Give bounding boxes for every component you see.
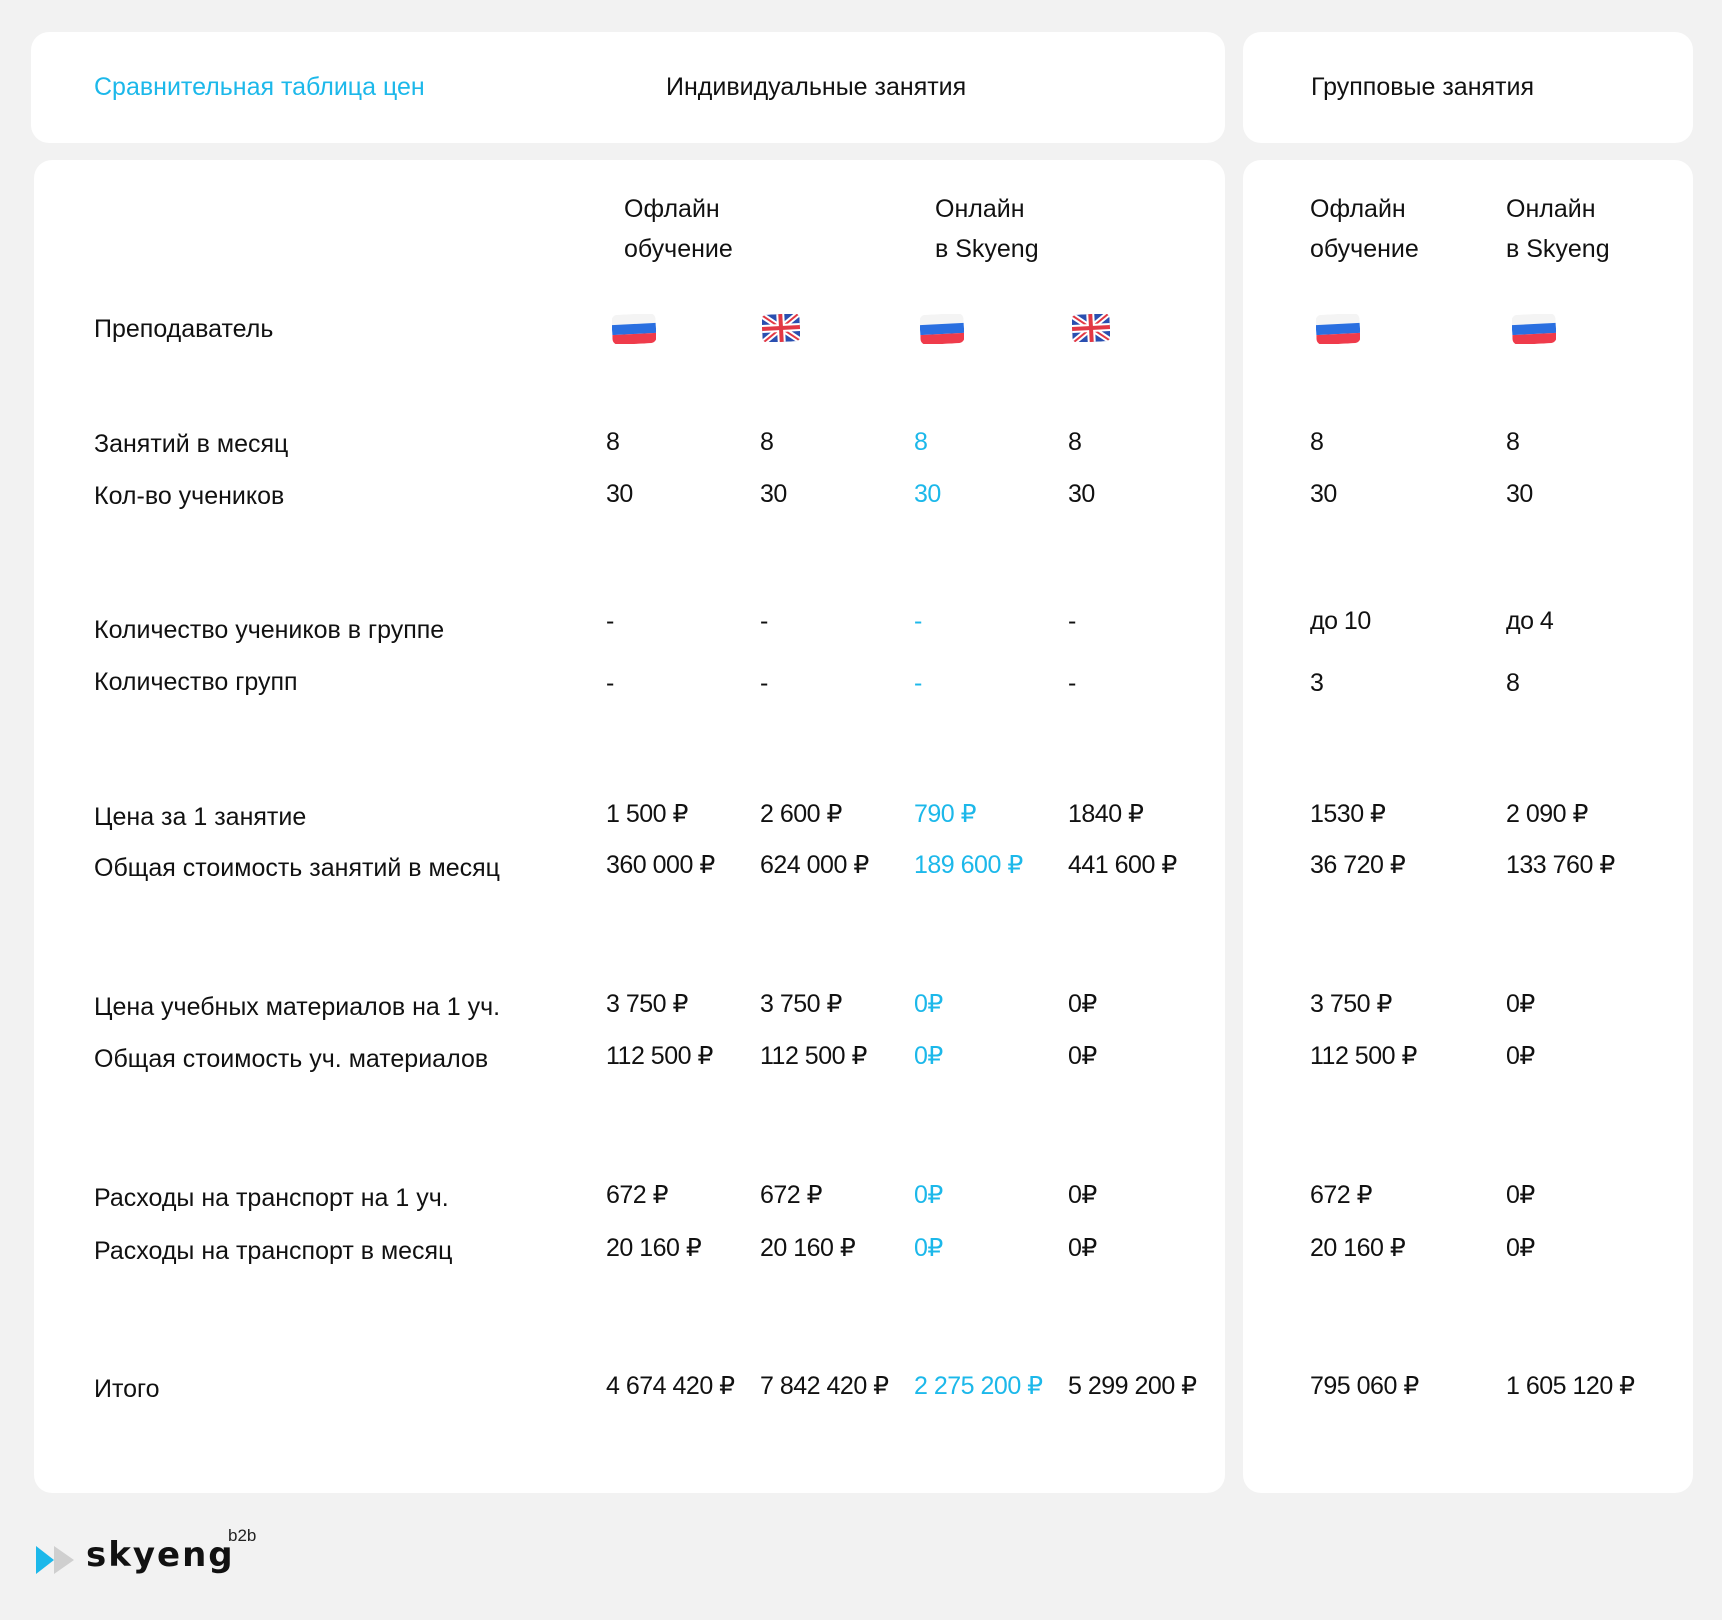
cell-lessons-col2: 8 — [760, 428, 774, 456]
cell-transport-per-student-col5: 672 ₽ — [1310, 1181, 1373, 1209]
cell-transport-monthly-col3: 0₽ — [914, 1234, 943, 1262]
cell-group-size-col6: до 4 — [1506, 607, 1554, 635]
cell-materials-price-col1: 3 750 ₽ — [606, 990, 688, 1018]
cell-price-col1: 1 500 ₽ — [606, 800, 688, 828]
group-lessons-heading: Групповые занятия — [1311, 73, 1534, 101]
row-label-monthly-lessons-cost: Общая стоимость занятий в месяц — [94, 854, 500, 882]
row-label-groups-count: Количество групп — [94, 668, 298, 696]
cell-students-col5: 30 — [1310, 480, 1337, 508]
cell-materials-price-col4: 0₽ — [1068, 990, 1097, 1018]
cell-lessons-cost-col5: 36 720 ₽ — [1310, 851, 1406, 879]
column-header-offline-individual: Офлайн обучение — [624, 195, 733, 263]
cell-total-col3: 2 275 200 ₽ — [914, 1372, 1043, 1400]
cell-materials-total-col5: 112 500 ₽ — [1310, 1042, 1417, 1070]
cell-groups-col3: - — [914, 669, 922, 697]
cell-materials-price-col6: 0₽ — [1506, 990, 1535, 1018]
column-header-online-group: Онлайн в Skyeng — [1506, 195, 1610, 263]
cell-transport-per-student-col1: 672 ₽ — [606, 1181, 669, 1209]
row-label-students-count: Кол-во учеников — [94, 482, 285, 510]
row-label-students-per-group: Количество учеников в группе — [94, 616, 445, 644]
russia-flag-icon — [612, 314, 656, 344]
cell-lessons-col3: 8 — [914, 428, 928, 456]
cell-price-col2: 2 600 ₽ — [760, 800, 842, 828]
cell-materials-total-col2: 112 500 ₽ — [760, 1042, 867, 1070]
cell-lessons-cost-col6: 133 760 ₽ — [1506, 851, 1615, 879]
row-label-transport-monthly: Расходы на транспорт в месяц — [94, 1237, 453, 1265]
column-header-offline-group: Офлайн обучение — [1310, 195, 1419, 263]
row-label-price-per-lesson: Цена за 1 занятие — [94, 803, 307, 831]
cell-students-col2: 30 — [760, 480, 787, 508]
cell-materials-total-col6: 0₽ — [1506, 1042, 1535, 1070]
cell-transport-monthly-col1: 20 160 ₽ — [606, 1234, 702, 1262]
cell-group-size-col3: - — [914, 607, 922, 635]
cell-lessons-col5: 8 — [1310, 428, 1324, 456]
logo-wordmark: skyeng — [86, 1535, 235, 1575]
cell-materials-price-col5: 3 750 ₽ — [1310, 990, 1392, 1018]
cell-groups-col4: - — [1068, 669, 1076, 697]
row-label-materials-price: Цена учебных материалов на 1 уч. — [94, 993, 501, 1021]
cell-price-col4: 1840 ₽ — [1068, 800, 1144, 828]
cell-lessons-col4: 8 — [1068, 428, 1082, 456]
cell-groups-col5: 3 — [1310, 669, 1324, 697]
cell-group-size-col5: до 10 — [1310, 607, 1371, 635]
cell-lessons-col6: 8 — [1506, 428, 1520, 456]
cell-lessons-cost-col2: 624 000 ₽ — [760, 851, 869, 879]
row-label-lessons-per-month: Занятий в месяц — [94, 430, 289, 458]
cell-transport-monthly-col5: 20 160 ₽ — [1310, 1234, 1406, 1262]
cell-students-col4: 30 — [1068, 480, 1095, 508]
russia-flag-icon — [1316, 314, 1360, 344]
cell-total-col5: 795 060 ₽ — [1310, 1372, 1419, 1400]
cell-group-size-col4: - — [1068, 607, 1076, 635]
cell-total-col1: 4 674 420 ₽ — [606, 1372, 735, 1400]
cell-price-col5: 1530 ₽ — [1310, 800, 1386, 828]
cell-total-col6: 1 605 120 ₽ — [1506, 1372, 1635, 1400]
cell-transport-per-student-col2: 672 ₽ — [760, 1181, 823, 1209]
cell-transport-per-student-col6: 0₽ — [1506, 1181, 1535, 1209]
cell-group-size-col2: - — [760, 607, 768, 635]
cell-groups-col2: - — [760, 669, 768, 697]
cell-price-col3: 790 ₽ — [914, 800, 977, 828]
cell-total-col2: 7 842 420 ₽ — [760, 1372, 889, 1400]
uk-flag-icon — [1072, 314, 1110, 342]
cell-transport-per-student-col3: 0₽ — [914, 1181, 943, 1209]
cell-transport-monthly-col4: 0₽ — [1068, 1234, 1097, 1262]
cell-materials-total-col1: 112 500 ₽ — [606, 1042, 713, 1070]
row-label-transport-per-student: Расходы на транспорт на 1 уч. — [94, 1184, 449, 1212]
cell-lessons-cost-col4: 441 600 ₽ — [1068, 851, 1177, 879]
cell-group-size-col1: - — [606, 607, 614, 635]
russia-flag-icon — [1512, 314, 1556, 344]
cell-groups-col1: - — [606, 669, 614, 697]
russia-flag-icon — [920, 314, 964, 344]
cell-price-col6: 2 090 ₽ — [1506, 800, 1588, 828]
cell-materials-total-col4: 0₽ — [1068, 1042, 1097, 1070]
logo-b2b-label: b2b — [228, 1526, 257, 1545]
row-label-total: Итого — [94, 1375, 160, 1403]
column-header-online-individual: Онлайн в Skyeng — [935, 195, 1039, 263]
row-label-materials-total: Общая стоимость уч. материалов — [94, 1045, 489, 1073]
cell-lessons-col1: 8 — [606, 428, 620, 456]
table-title: Сравнительная таблица цен — [94, 73, 425, 101]
cell-transport-monthly-col6: 0₽ — [1506, 1234, 1535, 1262]
cell-students-col3: 30 — [914, 480, 941, 508]
cell-materials-total-col3: 0₽ — [914, 1042, 943, 1070]
individual-lessons-heading: Индивидуальные занятия — [666, 73, 967, 101]
cell-students-col6: 30 — [1506, 480, 1533, 508]
cell-groups-col6: 8 — [1506, 669, 1520, 697]
cell-students-col1: 30 — [606, 480, 633, 508]
cell-lessons-cost-col1: 360 000 ₽ — [606, 851, 715, 879]
cell-transport-monthly-col2: 20 160 ₽ — [760, 1234, 856, 1262]
uk-flag-icon — [762, 314, 800, 342]
cell-materials-price-col3: 0₽ — [914, 990, 943, 1018]
cell-materials-price-col2: 3 750 ₽ — [760, 990, 842, 1018]
cell-transport-per-student-col4: 0₽ — [1068, 1181, 1097, 1209]
cell-lessons-cost-col3: 189 600 ₽ — [914, 851, 1023, 879]
row-label-teacher: Преподаватель — [94, 315, 274, 343]
cell-total-col4: 5 299 200 ₽ — [1068, 1372, 1197, 1400]
